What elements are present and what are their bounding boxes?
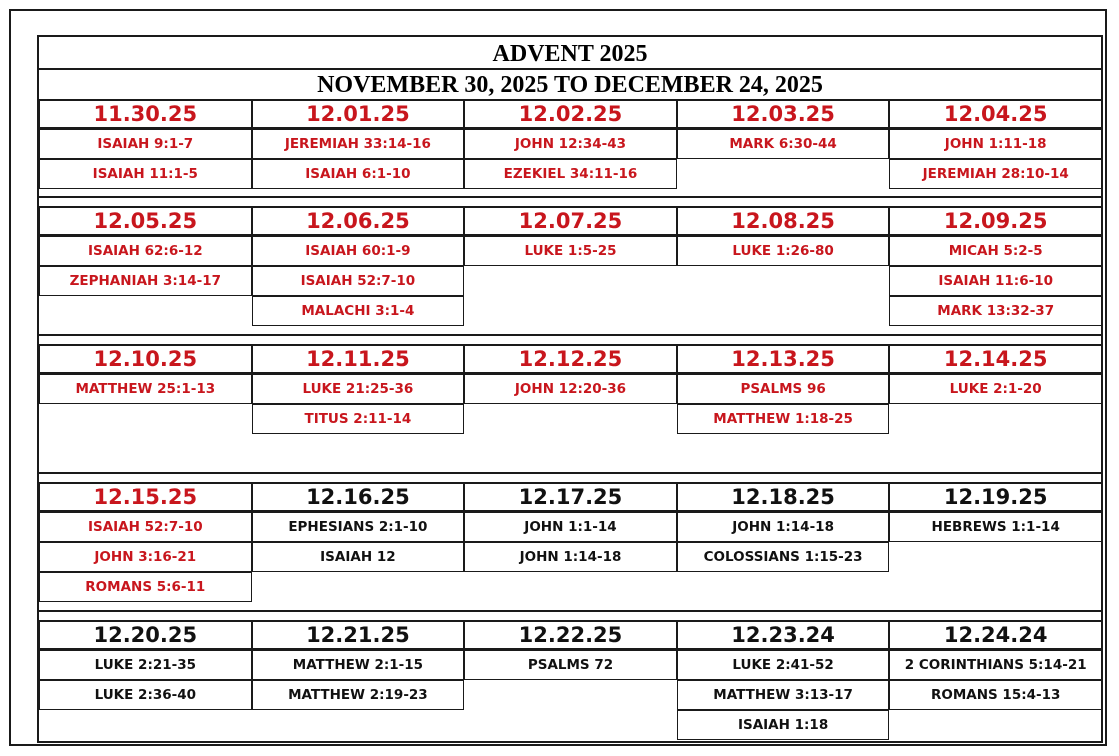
- day-date: 12.05.25: [39, 206, 252, 236]
- day-date: 12.16.25: [252, 482, 465, 512]
- scripture-reading: EZEKIEL 34:11-16: [464, 159, 677, 189]
- day-date: 12.23.24: [677, 620, 890, 650]
- day-date: 12.21.25: [252, 620, 465, 650]
- scripture-reading: JOHN 12:20-36: [464, 374, 677, 404]
- scripture-reading: LUKE 2:21-35: [39, 650, 252, 680]
- day-date: 12.02.25: [464, 99, 677, 129]
- day-date: 12.08.25: [677, 206, 890, 236]
- scripture-reading: 2 CORINTHIANS 5:14-21: [889, 650, 1102, 680]
- scripture-reading: JOHN 3:16-21: [39, 542, 252, 572]
- scripture-reading: MATTHEW 3:13-17: [677, 680, 890, 710]
- page-frame: [9, 9, 1107, 746]
- calendar-title: ADVENT 2025: [492, 41, 648, 67]
- scripture-reading: JEREMIAH 28:10-14: [889, 159, 1102, 189]
- day-date: 12.19.25: [889, 482, 1102, 512]
- day-date: 12.04.25: [889, 99, 1102, 129]
- day-date: 12.06.25: [252, 206, 465, 236]
- scripture-reading: MATTHEW 25:1-13: [39, 374, 252, 404]
- day-date: 12.13.25: [677, 344, 890, 374]
- scripture-reading: ISAIAH 62:6-12: [39, 236, 252, 266]
- day-date: 12.10.25: [39, 344, 252, 374]
- day-date: 11.30.25: [39, 99, 252, 129]
- day-date: 12.11.25: [252, 344, 465, 374]
- day-date: 12.22.25: [464, 620, 677, 650]
- day-date: 12.09.25: [889, 206, 1102, 236]
- scripture-reading: ISAIAH 52:7-10: [252, 266, 465, 296]
- day-date: 12.20.25: [39, 620, 252, 650]
- scripture-reading: ZEPHANIAH 3:14-17: [39, 266, 252, 296]
- day-date: 12.12.25: [464, 344, 677, 374]
- scripture-reading: JOHN 1:1-14: [464, 512, 677, 542]
- scripture-reading: LUKE 21:25-36: [252, 374, 465, 404]
- scripture-reading: ISAIAH 1:18: [677, 710, 890, 740]
- scripture-reading: ROMANS 15:4-13: [889, 680, 1102, 710]
- day-date: 12.18.25: [677, 482, 890, 512]
- scripture-reading: ISAIAH 60:1-9: [252, 236, 465, 266]
- week-separator: [39, 196, 1101, 198]
- scripture-reading: JOHN 1:14-18: [464, 542, 677, 572]
- day-date: 12.03.25: [677, 99, 890, 129]
- scripture-reading: COLOSSIANS 1:15-23: [677, 542, 890, 572]
- week-separator: [39, 610, 1101, 612]
- day-date: 12.07.25: [464, 206, 677, 236]
- day-date: 12.14.25: [889, 344, 1102, 374]
- day-date: 12.15.25: [39, 482, 252, 512]
- scripture-reading: MICAH 5:2-5: [889, 236, 1102, 266]
- scripture-reading: MARK 13:32-37: [889, 296, 1102, 326]
- advent-calendar-table: [37, 35, 1103, 743]
- scripture-reading: PSALMS 72: [464, 650, 677, 680]
- scripture-reading: ISAIAH 6:1-10: [252, 159, 465, 189]
- week-separator: [39, 472, 1101, 474]
- scripture-reading: ISAIAH 11:1-5: [39, 159, 252, 189]
- scripture-reading: TITUS 2:11-14: [252, 404, 465, 434]
- week-separator: [39, 334, 1101, 336]
- scripture-reading: LUKE 1:26-80: [677, 236, 890, 266]
- scripture-reading: JOHN 12:34-43: [464, 129, 677, 159]
- scripture-reading: JEREMIAH 33:14-16: [252, 129, 465, 159]
- scripture-reading: ISAIAH 9:1-7: [39, 129, 252, 159]
- scripture-reading: ISAIAH 52:7-10: [39, 512, 252, 542]
- calendar-subtitle: NOVEMBER 30, 2025 TO DECEMBER 24, 2025: [317, 72, 823, 98]
- scripture-reading: JOHN 1:11-18: [889, 129, 1102, 159]
- scripture-reading: ROMANS 5:6-11: [39, 572, 252, 602]
- scripture-reading: ISAIAH 11:6-10: [889, 266, 1102, 296]
- scripture-reading: MATTHEW 1:18-25: [677, 404, 890, 434]
- scripture-reading: MATTHEW 2:19-23: [252, 680, 465, 710]
- scripture-reading: LUKE 1:5-25: [464, 236, 677, 266]
- scripture-reading: ISAIAH 12: [252, 542, 465, 572]
- scripture-reading: LUKE 2:1-20: [889, 374, 1102, 404]
- day-date: 12.17.25: [464, 482, 677, 512]
- day-date: 12.01.25: [252, 99, 465, 129]
- scripture-reading: MALACHI 3:1-4: [252, 296, 465, 326]
- scripture-reading: LUKE 2:41-52: [677, 650, 890, 680]
- scripture-reading: MATTHEW 2:1-15: [252, 650, 465, 680]
- scripture-reading: HEBREWS 1:1-14: [889, 512, 1102, 542]
- day-date: 12.24.24: [889, 620, 1102, 650]
- scripture-reading: MARK 6:30-44: [677, 129, 890, 159]
- scripture-reading: EPHESIANS 2:1-10: [252, 512, 465, 542]
- scripture-reading: JOHN 1:14-18: [677, 512, 890, 542]
- scripture-reading: PSALMS 96: [677, 374, 890, 404]
- scripture-reading: LUKE 2:36-40: [39, 680, 252, 710]
